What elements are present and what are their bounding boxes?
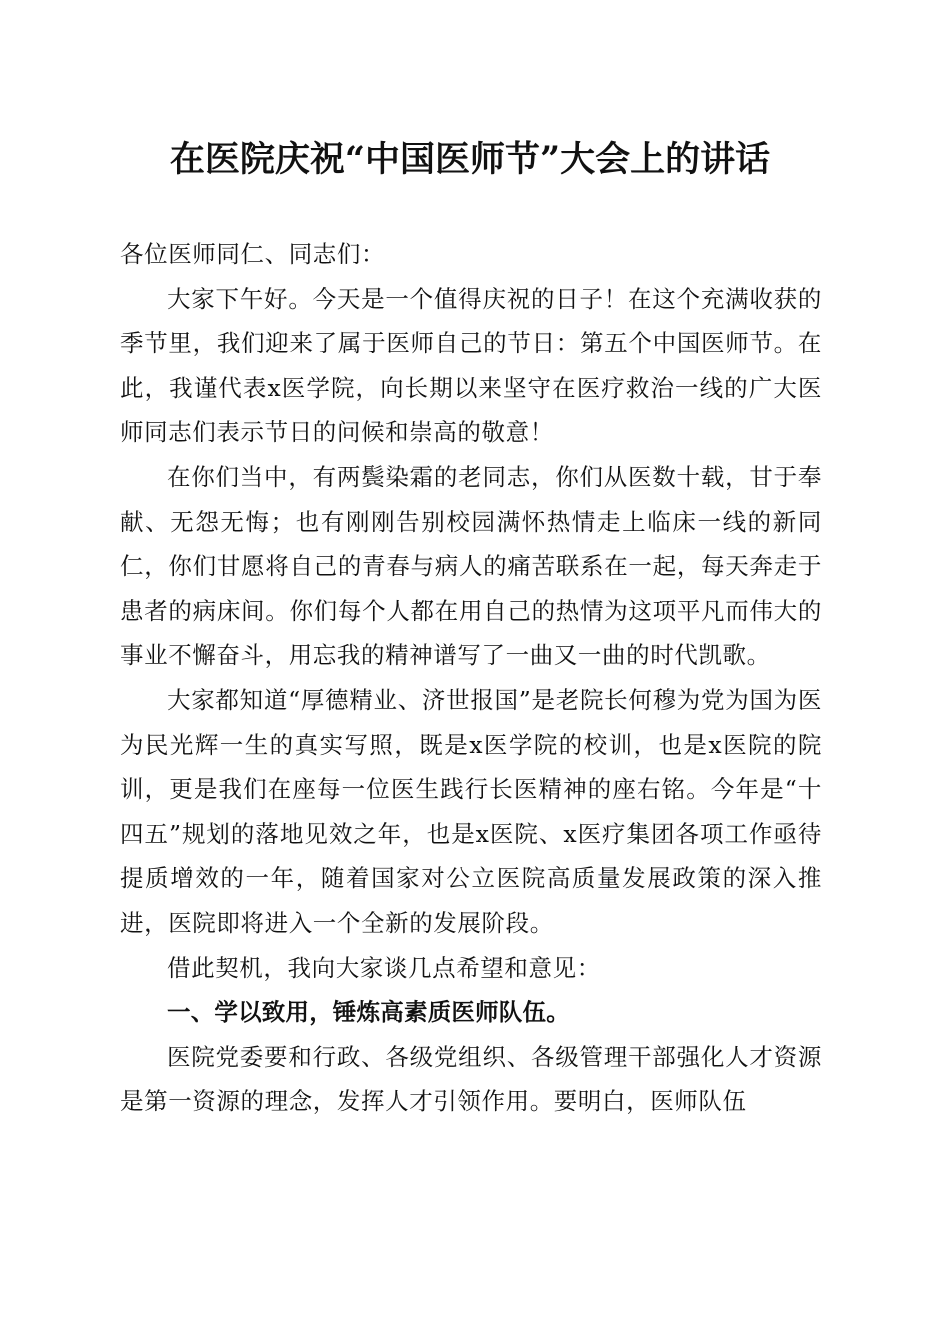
section-heading: 一、学以致用，锤炼高素质医师队伍。 xyxy=(167,998,570,1027)
document-title: 在医院庆祝“中国医师节”大会上的讲话 xyxy=(169,139,771,180)
salutation: 各位医师同仁、同志们： xyxy=(120,240,386,268)
paragraph-transition: 借此契机，我向大家谈几点希望和意见： xyxy=(167,953,601,982)
paragraph-greeting: 大家下午好。今天是一个值得庆祝的日子！在这个充满收获的季节里，我们迎来了属于医师自己的节日：第五个中国医师节。在此，我谨代表x医学院，向长期以来坚守在医疗救治一线的广大医师同志们表示节日的问候和崇高的敬意！ xyxy=(120,284,822,447)
paragraph-section-one: 医院党委要和行政、各级党组织、各级管理干部强化人才资源是第一资源的理念，发挥人才引领作用。要明白，医师队伍 xyxy=(120,1042,822,1116)
document-body xyxy=(120,232,822,1124)
paragraph-doctors: 在你们当中，有两鬓染霜的老同志，你们从医数十载，甘于奉献、无怨无悔；也有刚刚告别校园满怀热情走上临床一线的新同仁，你们甘愿将自己的青春与病人的痛苦联系在一起，每天奔走于患者的病床间。你们每个人都在用自己的热情为这项平凡而伟大的事业不懈奋斗，用忘我的精神谱写了一曲又一曲的时代凯歌。 xyxy=(120,462,822,670)
paragraph-motto: 大家都知道“厚德精业、济世报国”是老院长何穆为党为国为医为民光辉一生的真实写照，既是x医学院的校训，也是x医院的院训，更是我们在座每一位医生践行长医精神的座右铭。今年是“十四五”规划的落地见效之年，也是x医院、x医疗集团各项工作亟待提质增效的一年，随着国家对公立医院高质量发展政策的深入推进，医院即将进入一个全新的发展阶段。 xyxy=(120,685,822,937)
